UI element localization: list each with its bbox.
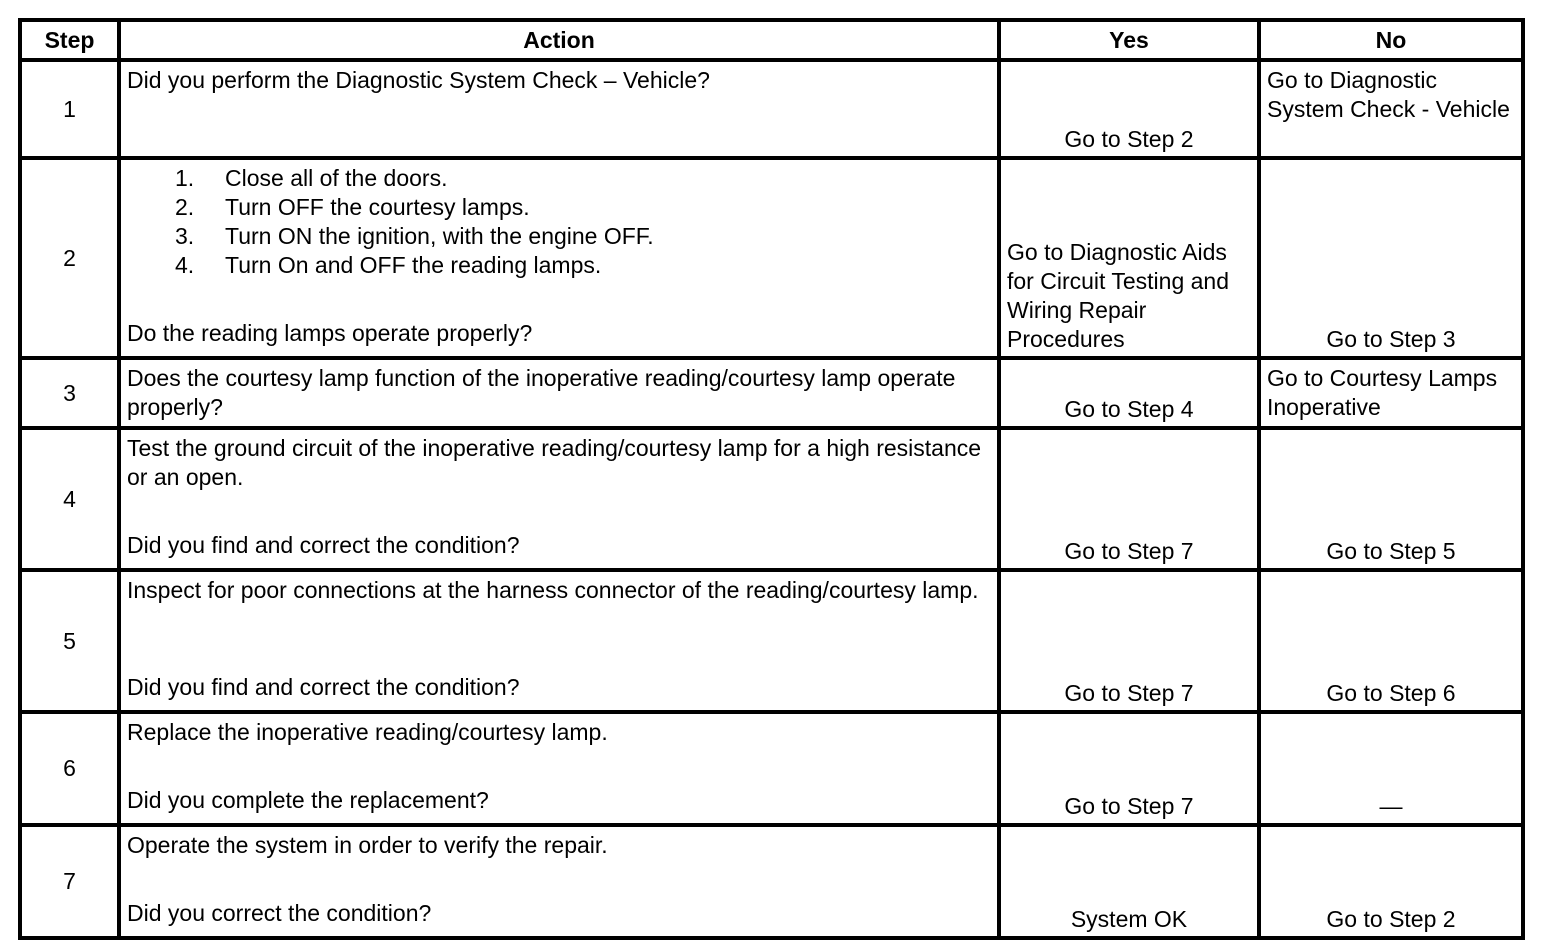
no-cell: Go to Step 2 [1259, 825, 1523, 938]
yes-cell: Go to Step 7 [999, 570, 1259, 712]
step-number: 3 [20, 358, 119, 428]
action-cell [119, 428, 999, 570]
action-cell [119, 358, 999, 428]
step-number: 4 [20, 428, 119, 570]
step-number: 7 [20, 825, 119, 938]
table-row [20, 358, 1523, 428]
table-row [20, 712, 1523, 825]
header-action: Action [119, 20, 999, 60]
action-text: Replace the inoperative reading/courtesy lamp. [127, 719, 608, 745]
list-item: 1. Close all of the doors. [175, 165, 448, 191]
action-steps-list [127, 164, 991, 280]
action-text: Does the courtesy lamp function of the inoperative reading/courtesy lamp operate properly? [127, 365, 956, 420]
table-row [20, 158, 1523, 358]
action-text: Inspect for poor connections at the harness connector of the reading/courtesy lamp. [127, 577, 979, 603]
step-number: 5 [20, 570, 119, 712]
action-text: Operate the system in order to verify the repair. [127, 832, 608, 858]
action-text: Test the ground circuit of the inoperative reading/courtesy lamp for a high resistance or an open. [127, 435, 982, 490]
action-question: Did you complete the replacement? [127, 787, 489, 813]
yes-cell: Go to Step 2 [999, 60, 1259, 158]
no-cell: Go to Step 6 [1259, 570, 1523, 712]
table-row [20, 60, 1523, 158]
yes-cell: Go to Diagnostic Aids for Circuit Testing and Wiring Repair Procedures [999, 158, 1259, 358]
table-row [20, 825, 1523, 938]
action-text: Did you perform the Diagnostic System Check – Vehicle? [127, 67, 710, 93]
yes-cell: System OK [999, 825, 1259, 938]
step-number: 2 [20, 158, 119, 358]
action-cell [119, 712, 999, 825]
yes-cell: Go to Step 7 [999, 428, 1259, 570]
diagnostic-table [18, 18, 1525, 940]
action-question: Did you find and correct the condition? [127, 674, 520, 700]
step-number: 1 [20, 60, 119, 158]
no-cell: Go to Step 3 [1259, 158, 1523, 358]
header-step: Step [20, 20, 119, 60]
table-row [20, 570, 1523, 712]
header-row [20, 20, 1523, 60]
action-cell [119, 60, 999, 158]
action-cell [119, 570, 999, 712]
no-cell: — [1259, 712, 1523, 825]
list-item: 2. Turn OFF the courtesy lamps. [175, 194, 530, 220]
step-number: 6 [20, 712, 119, 825]
yes-cell: Go to Step 4 [999, 358, 1259, 428]
yes-cell: Go to Step 7 [999, 712, 1259, 825]
list-item: 4. Turn On and OFF the reading lamps. [175, 252, 602, 278]
action-question: Do the reading lamps operate properly? [127, 320, 533, 346]
header-yes: Yes [999, 20, 1259, 60]
action-cell [119, 825, 999, 938]
list-item: 3. Turn ON the ignition, with the engine OFF. [175, 223, 654, 249]
no-cell: Go to Diagnostic System Check - Vehicle [1259, 60, 1523, 158]
header-no: No [1259, 20, 1523, 60]
no-cell: Go to Step 5 [1259, 428, 1523, 570]
action-cell [119, 158, 999, 358]
action-question: Did you correct the condition? [127, 900, 432, 926]
table-row [20, 428, 1523, 570]
no-cell: Go to Courtesy Lamps Inoperative [1259, 358, 1523, 428]
action-question: Did you find and correct the condition? [127, 532, 520, 558]
